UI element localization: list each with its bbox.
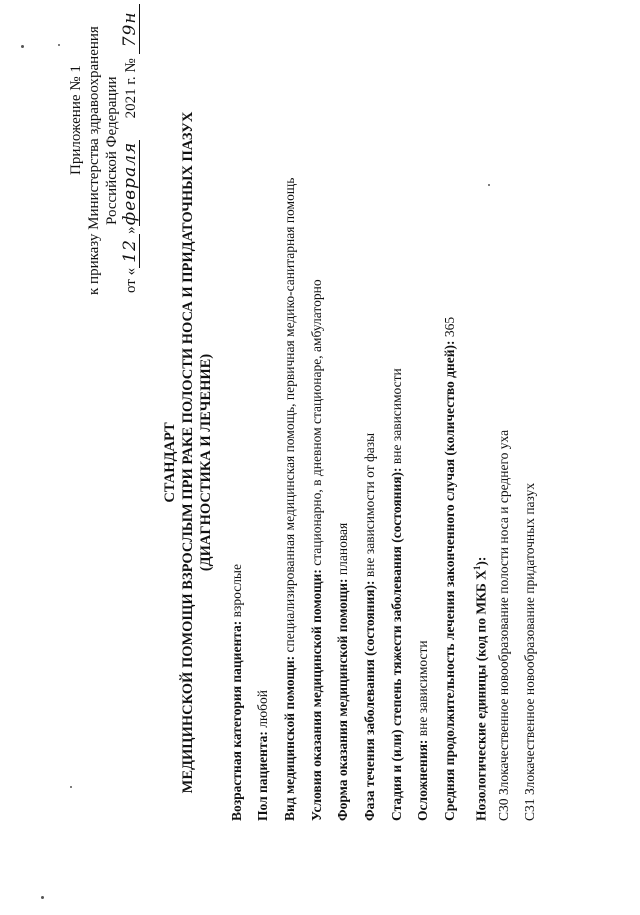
- nosology-text: Злокачественное новообразование полости носа и среднего уха: [496, 429, 511, 795]
- field-value: стационарно, в дневном стационаре, амбулаторно: [309, 279, 324, 566]
- field-care-form: [335, 523, 351, 821]
- nosology-code: C31: [522, 798, 537, 821]
- nosology-heading: [469, 557, 490, 821]
- field-disease-phase: [362, 433, 378, 821]
- nosology-text: Злокачественное новообразование придаточных пазух: [522, 482, 537, 795]
- footnote-marker: 1: [472, 565, 482, 571]
- nosology-label-end: ):: [473, 556, 489, 566]
- field-label: Осложнения:: [415, 739, 430, 821]
- field-label: Вид медицинской помощи:: [282, 655, 297, 821]
- field-value: любой: [255, 690, 270, 728]
- date-prefix: от «: [123, 267, 139, 293]
- nosology-label: Нозологические единицы (код по МКБ X: [473, 570, 489, 821]
- field-label: Пол пациента:: [255, 731, 270, 821]
- order-number: 79н: [122, 4, 140, 54]
- field-value: плановая: [335, 522, 350, 576]
- field-value: 365: [442, 316, 457, 338]
- field-label: Средняя продолжительность лечения законченного случая (количество дней):: [442, 340, 457, 821]
- field-value: вне зависимости от фазы: [362, 432, 377, 578]
- nosology-item: [496, 430, 512, 821]
- field-value: вне зависимости: [415, 640, 430, 737]
- field-label: Условия оказания медицинской помощи:: [309, 569, 324, 821]
- title-standard: СТАНДАРТ: [162, 422, 178, 503]
- nosology-code: C30: [496, 798, 511, 821]
- order-date-line: [122, 4, 140, 293]
- federation-name: Российской Федерации: [104, 76, 120, 225]
- field-value: специализированная медицинская помощь, первичная медико-санитарная помощь: [282, 177, 297, 653]
- field-label: Форма оказания медицинской помощи:: [335, 578, 350, 821]
- appendix-number: Приложение № 1: [68, 65, 84, 175]
- title-subtitle: (ДИАГНОСТИКА И ЛЕЧЕНИЕ): [198, 353, 214, 572]
- date-day: 12: [122, 234, 140, 268]
- date-mid: »: [123, 226, 139, 234]
- field-disease-stage: [389, 368, 405, 821]
- field-label: Стадия и (или) степень тяжести заболевания (состояния):: [389, 467, 404, 821]
- field-patient-sex: [255, 690, 271, 821]
- field-complications: [415, 640, 431, 821]
- field-value: взрослые: [229, 564, 244, 618]
- field-age-category: [229, 564, 245, 821]
- date-year: 2021 г. №: [123, 58, 139, 119]
- field-value: вне зависимости: [389, 368, 404, 465]
- title-main: МЕДИЦИНСКОЙ ПОМОЩИ ВЗРОСЛЫМ ПРИ РАКЕ ПОЛОСТИ НОСА И ПРИДАТОЧНЫХ ПАЗУХ: [180, 111, 196, 794]
- field-label: Фаза течения заболевания (состояния):: [362, 580, 377, 821]
- field-care-type: [282, 178, 298, 821]
- field-label: Возрастная категория пациента:: [229, 620, 244, 821]
- field-treatment-duration: [442, 317, 458, 821]
- nosology-item: [522, 483, 538, 821]
- order-reference: к приказу Министерства здравоохранения: [86, 26, 102, 295]
- field-care-conditions: [309, 279, 325, 821]
- date-month: февраля: [120, 141, 140, 226]
